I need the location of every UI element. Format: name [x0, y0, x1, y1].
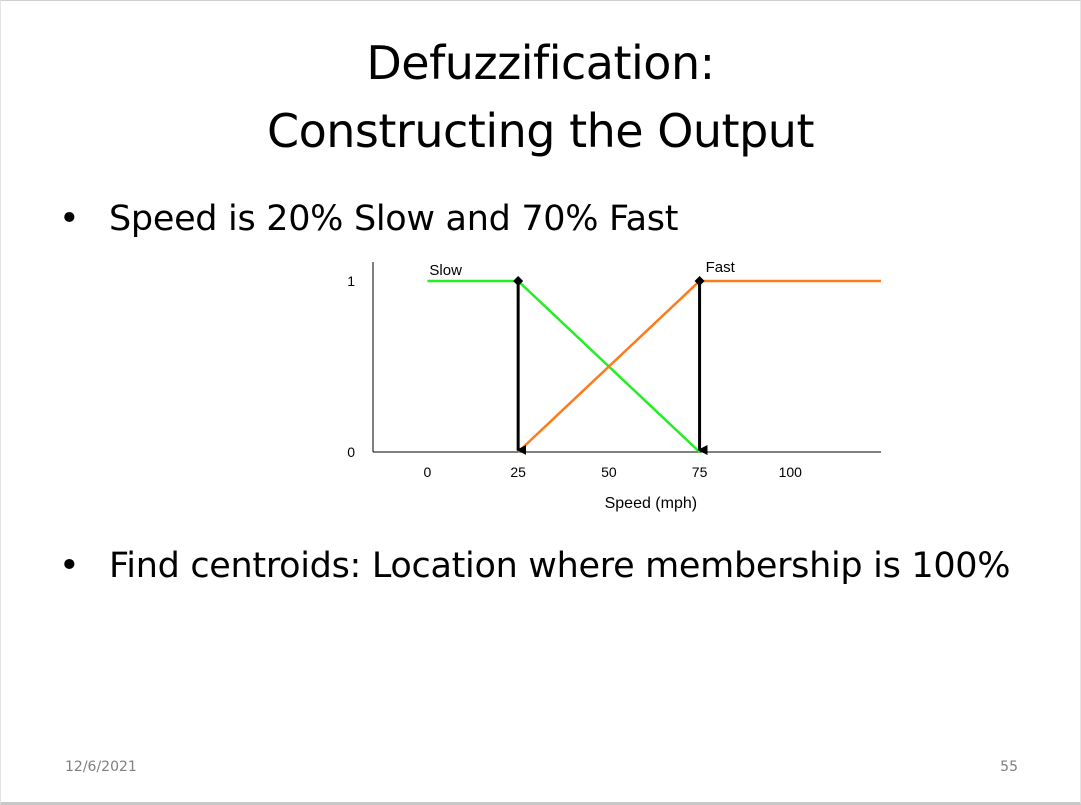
point-markers [513, 276, 704, 286]
footer-date: 12/6/2021 [65, 759, 137, 775]
y-tick-labels [347, 273, 355, 460]
bullet-item [59, 541, 1019, 591]
chart-canvas [331, 256, 891, 521]
series-label-fast: Fast [705, 259, 735, 276]
bullet-text: Find centroids: Location where membership is 100% [109, 546, 1011, 586]
slide-title [1, 29, 1080, 165]
series-label-slow: Slow [429, 262, 462, 279]
bullet-marker: • [59, 546, 80, 586]
series-labels [429, 259, 735, 279]
bullet-text: Speed is 20% Slow and 70% Fast [109, 199, 679, 239]
y-tick-label: 0 [347, 444, 355, 460]
series-lines [427, 281, 881, 452]
x-tick-label: 25 [510, 464, 526, 480]
x-tick-label: 75 [691, 464, 708, 480]
title-line-1: Defuzzification: [366, 36, 715, 90]
x-axis-label: Speed (mph) [604, 495, 698, 512]
title-line-2: Constructing the Output [267, 104, 814, 158]
series-line-slow [427, 281, 699, 452]
x-tick-label: 50 [601, 464, 617, 480]
bullet-marker: • [59, 199, 80, 239]
membership-chart [331, 256, 891, 521]
x-tick-labels [424, 464, 803, 480]
slide-number: 55 [1000, 759, 1018, 775]
y-tick-label: 1 [347, 273, 355, 289]
bullet-item [59, 194, 959, 244]
x-tick-label: 100 [778, 464, 802, 480]
x-tick-label: 0 [423, 464, 432, 480]
